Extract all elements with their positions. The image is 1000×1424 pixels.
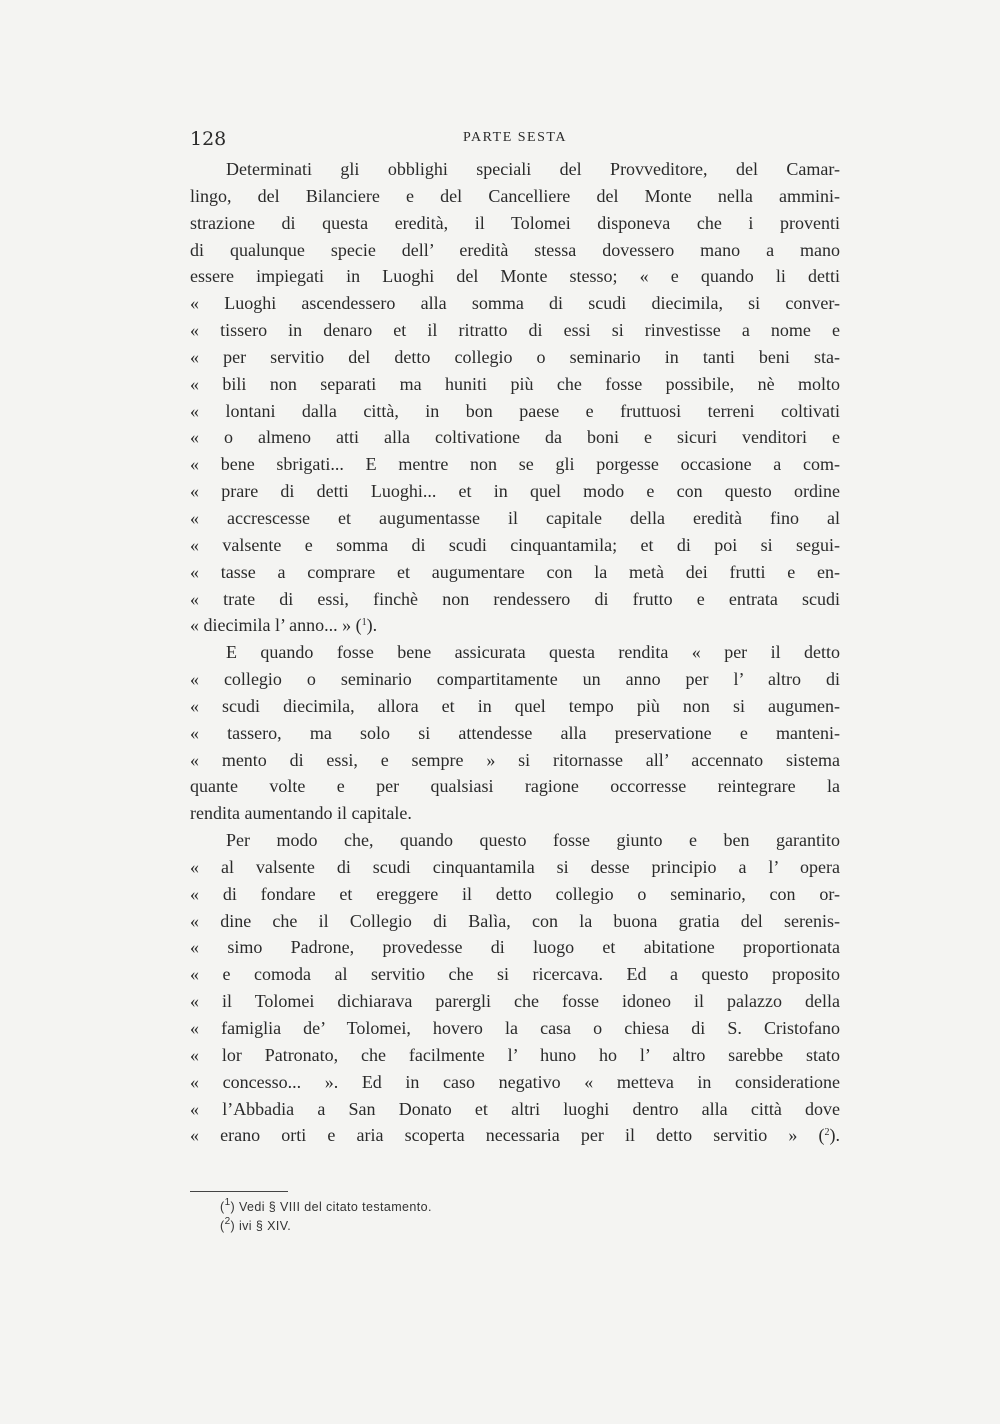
text-line: « mento di essi, e sempre » si ritornasse all’ accennato sistema (190, 749, 840, 770)
text-line: « bili non separati ma huniti più che fosse possibile, nè molto (190, 373, 840, 394)
part-title: PARTE SESTA (463, 130, 567, 145)
text-line: « lontani dalla città, in bon paese e fruttuosi terreni coltivati (190, 400, 840, 421)
text-line: « l’Abbadia a San Donato et altri luoghi dentro alla città dove (190, 1098, 840, 1119)
footnotes (220, 1198, 640, 1236)
text-line: « trate di essi, finchè non rendessero di frutto e entrata scudi (190, 588, 840, 609)
footnote-2: ($^2$) ivi § XIV. (220, 1216, 292, 1233)
text-line: « scudi diecimila, allora et in quel tempo più non si augumen- (190, 695, 840, 716)
text-line: di qualunque specie dell’ eredità stessa dovessero mano a mano (190, 239, 840, 260)
text-line: strazione di questa eredità, il Tolomei disponeva che i proventi (190, 212, 840, 233)
footnote-ref-2: 2 (824, 1127, 830, 1139)
text-line: « tissero in denaro et il ritratto di essi si rinvestisse a nome e (190, 320, 840, 341)
running-head (190, 128, 840, 154)
text-line: « il Tolomei dichiarava parergli che fosse idoneo il palazzo della (190, 991, 840, 1012)
text-line: « collegio o seminario compartitamente un anno per l’ altro di (190, 669, 840, 690)
text-line: « e comoda al servitio che si ricercava. Ed a questo proposito (190, 964, 840, 985)
text-line: « tasse a comprare et augumentare con la metà dei frutti e en- (190, 561, 840, 582)
text-line: « accrescesse et augumentasse il capitale della eredità fino al (190, 507, 840, 528)
text-line: « Luoghi ascendessero alla somma di scudi diecimila, si conver- (190, 293, 840, 314)
text-line: « prare di detti Luoghi... et in quel modo e con questo ordine (190, 481, 840, 502)
body-text (190, 156, 840, 1149)
text-line: « bene sbrigati... E mentre non se gli porgesse occasione a com- (190, 454, 840, 475)
text-line: rendita aumentando il capitale. (190, 803, 412, 824)
footnote-ref-1: 1 (361, 617, 367, 629)
text-line: « diecimila l’ anno... » ($^1$). (190, 615, 378, 636)
text-line: Determinati gli obblighi speciali del Provveditore, del Camar- (226, 159, 840, 179)
text-line: « per servitio del detto collegio o seminario in tanti beni sta- (190, 346, 840, 367)
text-line: essere impiegati in Luoghi del Monte stesso; « e quando li detti (190, 266, 840, 287)
footnote-divider (190, 1191, 288, 1192)
footnote-1: ($^1$) Vedi § VIII del citato testamento. (220, 1197, 432, 1214)
text-line: « al valsente di scudi cinquantamila si desse principio a l’ opera (190, 856, 840, 877)
text-line: « erano orti e aria scoperta necessaria per il detto servitio » ($^2$). (190, 1125, 840, 1146)
text-line: E quando fosse bene assicurata questa rendita « per il detto (226, 642, 840, 663)
page-number: 128 (190, 128, 227, 150)
text-line: « lor Patronato, che facilmente l’ huno ho l’ altro sarebbe stato (190, 1044, 840, 1065)
text-line: lingo, del Bilanciere e del Cancelliere del Monte nella ammini- (190, 185, 840, 206)
text-line: quante volte e per qualsiasi ragione occorresse reintegrare la (190, 776, 840, 797)
text-line: « valsente e somma di scudi cinquantamila; et di poi si segui- (190, 534, 840, 555)
text-line: Per modo che, quando questo fosse giunto e ben garantito (226, 830, 840, 851)
text-line: « tassero, ma solo si attendesse alla preservatione e manteni- (190, 722, 840, 743)
text-line: « dine che il Collegio di Balìa, con la buona gratia del serenis- (190, 910, 840, 931)
text-line: « famiglia de’ Tolomei, hovero la casa o chiesa di S. Cristofano (190, 1018, 840, 1038)
text-line: « simo Padrone, provedesse di luogo et abitatione proportionata (190, 937, 840, 958)
text-line: « di fondare et ereggere il detto collegio o seminario, con or- (190, 883, 840, 904)
text-line: « o almeno atti alla coltivatione da boni e sicuri venditori e (190, 427, 840, 448)
text-line: « concesso... ». Ed in caso negativo « metteva in consideratione (190, 1071, 840, 1092)
